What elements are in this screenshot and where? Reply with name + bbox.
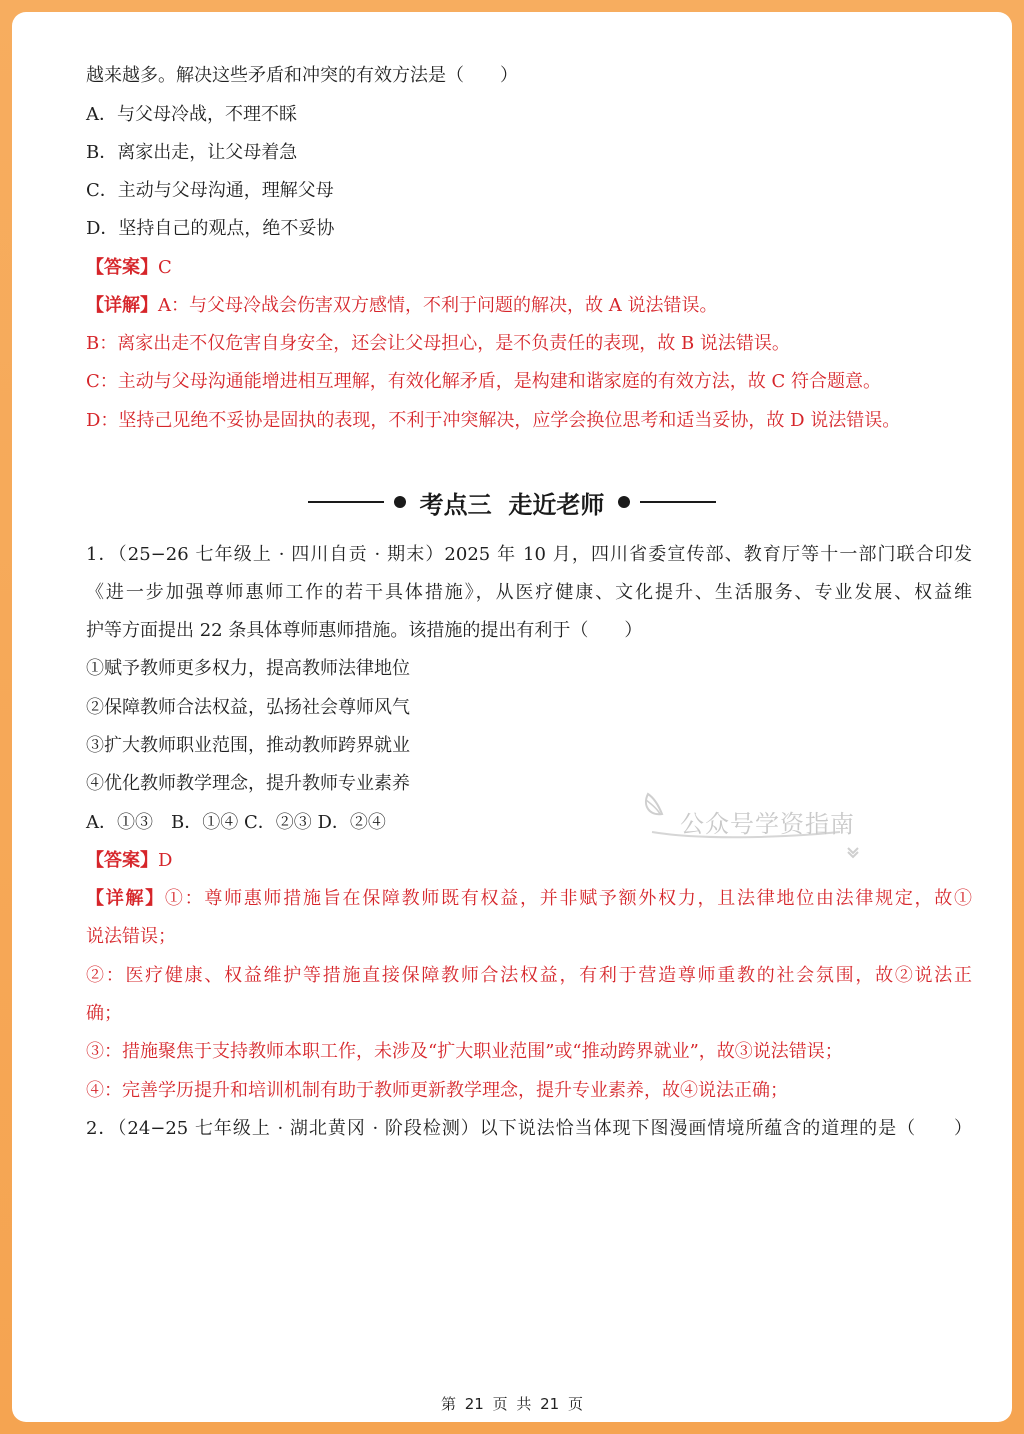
answer-value: D [158, 850, 173, 871]
detail-tag: 【详解】 [86, 888, 165, 909]
detail-line [86, 887, 972, 911]
detail-line: ③：措施聚焦于支持教师本职工作，未涉及“扩大职业范围”或“推动跨界就业”，故③说法错误； [86, 1041, 843, 1062]
heading-bullet-icon [394, 496, 406, 508]
detail-line: C：主动与父母沟通能增进相互理解，有效化解矛盾，是构建和谐家庭的有效方法，故 C 符合题意。 [86, 371, 881, 392]
option-d: D．坚持自己的观点，绝不妥协 [86, 218, 335, 239]
heading-bullet-icon [618, 496, 630, 508]
answer-tag: 【答案】 [86, 257, 158, 278]
option-a: A．与父母冷战，不理不睬 [86, 104, 297, 125]
detail-line: ④：完善学历提升和培训机制有助于教师更新教学理念，提升专业素养，故④说法正确； [86, 1080, 788, 1101]
detail-line: 确； [86, 1003, 122, 1024]
answer-options: A．①③ B．①④ C．②③ D．②④ [86, 812, 386, 833]
detail-tag: 【详解】 [86, 295, 158, 316]
question-stem-tail: 越来越多。解决这些矛盾和冲突的有效方法是（ ） [86, 65, 518, 86]
answer-tag: 【答案】 [86, 850, 158, 871]
detail-line [86, 294, 972, 318]
statement-4: ④优化教师教学理念，提升教师专业素养 [86, 773, 410, 794]
detail-line: 说法错误； [86, 926, 176, 947]
answer-line [86, 256, 972, 280]
question-stem: 护等方面提出 22 条具体尊师惠师措施。该措施的提出有利于（ ） [86, 620, 643, 641]
option-b: B．离家出走，让父母着急 [86, 142, 298, 163]
watermark [640, 792, 880, 862]
detail-line: D：坚持己见绝不妥协是固执的表现，不利于冲突解决，应学会换位思考和适当妥协，故 D 说法错误。 [86, 410, 901, 431]
statement-3: ③扩大教师职业范围，推动教师跨界就业 [86, 735, 410, 756]
detail-line: B：离家出走不仅危害自身安全，还会让父母担心，是不负责任的表现，故 B 说法错误。 [86, 333, 790, 354]
section-heading [0, 484, 1024, 520]
question-stem: 2．（24−25 七年级上 · 湖北黄冈 · 阶段检测）以下说法恰当体现下图漫画情境所蕴含的道理的是（ ） [86, 1118, 972, 1139]
detail-text: A：与父母冷战会伤害双方感情，不利于问题的解决，故 A 说法错误。 [158, 295, 718, 316]
detail-text: ①：尊师惠师措施旨在保障教师既有权益，并非赋予额外权力，且法律地位由法律规定，故① [164, 888, 973, 909]
section-title: 考点三 走近老师 [419, 490, 605, 519]
option-c: C．主动与父母沟通，理解父母 [86, 180, 334, 201]
question-stem: 《进一步加强尊师惠师工作的若干具体措施》，从医疗健康、文化提升、生活服务、专业发展、权益维 [86, 582, 972, 603]
heading-rule-left [308, 501, 384, 503]
statement-1: ①赋予教师更多权力，提高教师法律地位 [86, 658, 410, 679]
watermark-text: 公众号学资指南 [680, 810, 855, 838]
page-number: 第 21 页 共 21 页 [440, 1395, 583, 1413]
question-stem: 1．（25−26 七年级上 · 四川自贡 · 期末）2025 年 10 月，四川省委宣传部、教育厅等十一部门联合印发 [86, 544, 972, 565]
heading-rule-right [640, 501, 716, 503]
answer-value: C [158, 257, 172, 278]
statement-2: ②保障教师合法权益，弘扬社会尊师风气 [86, 697, 410, 718]
detail-line: ②：医疗健康、权益维护等措施直接保障教师合法权益，有利于营造尊师重教的社会氛围，故②说法正 [86, 965, 972, 986]
